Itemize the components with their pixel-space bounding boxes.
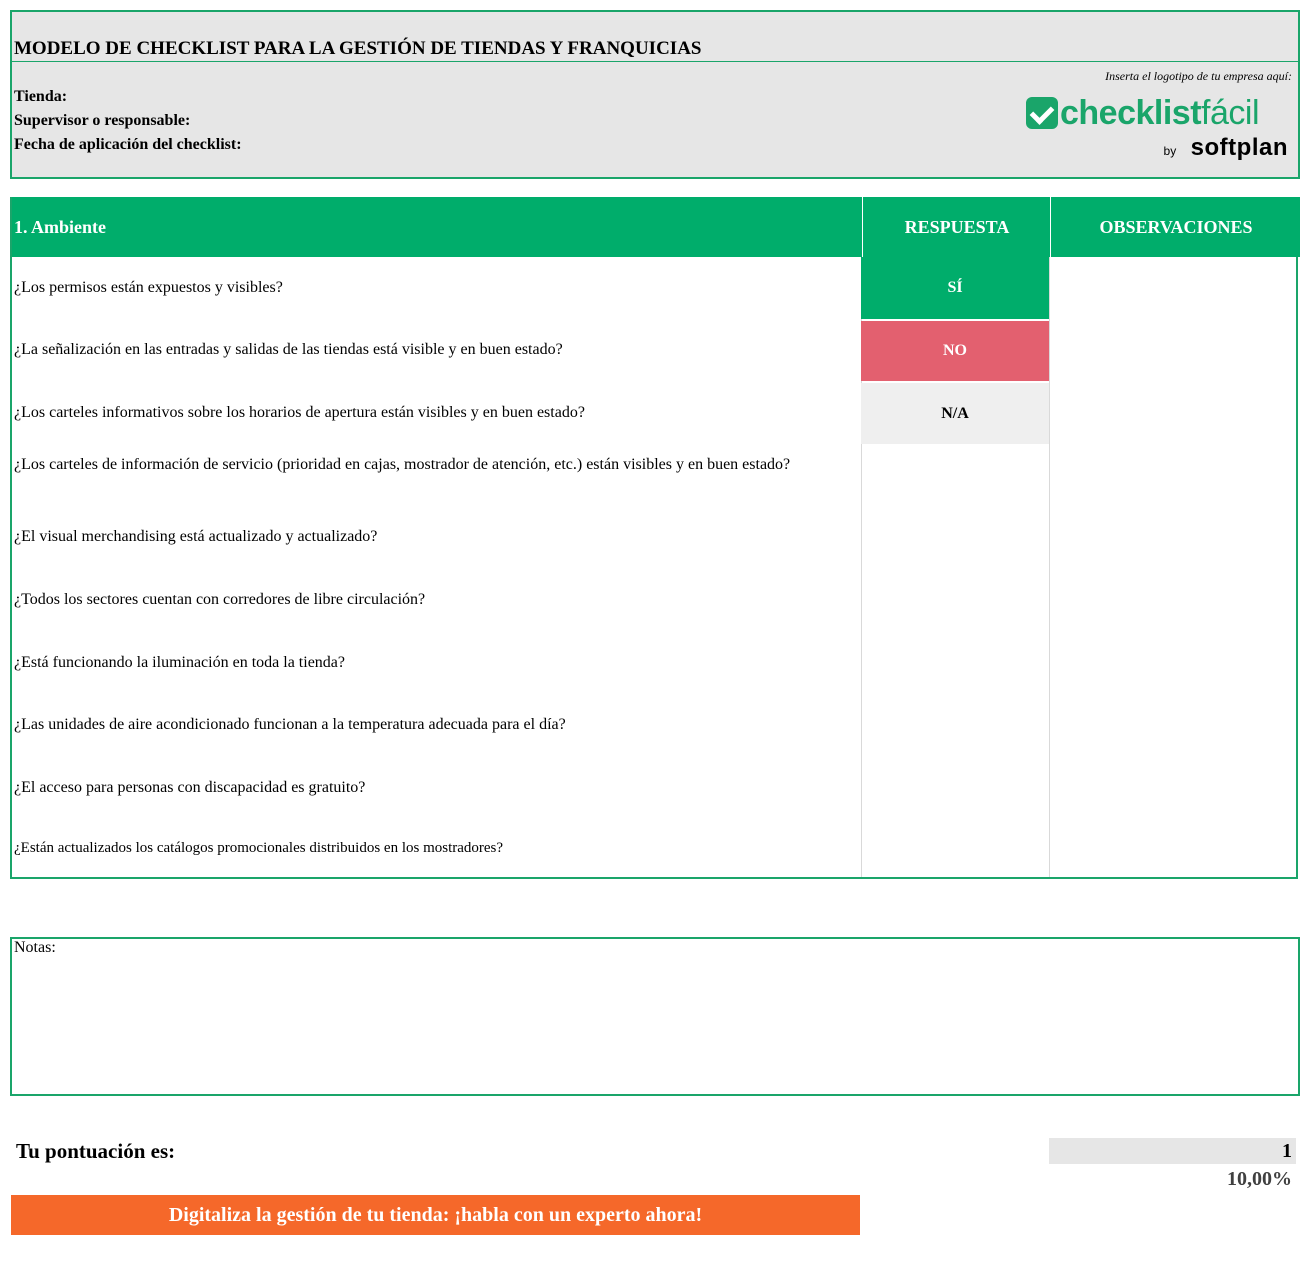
logo-by: by <box>1163 144 1177 158</box>
checklist-header <box>10 10 1300 179</box>
table-row <box>12 381 1298 444</box>
checkmark-icon <box>1026 97 1058 129</box>
question-text: ¿Están actualizados los catálogos promocionales distribuidos en los mostradores? <box>14 840 504 856</box>
answer-cell[interactable]: SÍ <box>861 257 1049 319</box>
table-row <box>12 631 1298 693</box>
score-percent: 10,00% <box>1227 1168 1292 1190</box>
table-row <box>12 319 1298 381</box>
answer-cell[interactable] <box>861 756 1049 818</box>
answer-cell[interactable] <box>861 506 1049 568</box>
notes-box[interactable] <box>10 937 1300 1096</box>
question-text: ¿La señalización en las entradas y salidas de las tiendas está visible y en buen estado? <box>14 341 563 358</box>
question-text: ¿El acceso para personas con discapacidad es gratuito? <box>14 779 366 796</box>
response-column-header: RESPUESTA <box>862 197 1051 257</box>
score-label: Tu pontuación es: <box>16 1139 176 1163</box>
company-logo <box>1026 94 1288 161</box>
answer-cell[interactable] <box>861 818 1049 877</box>
notes-label: Notas: <box>14 939 56 956</box>
logo-word-bold: checklist <box>1060 94 1202 132</box>
logo-word-light: fácil <box>1201 94 1259 132</box>
score-value: 1 <box>1049 1138 1296 1164</box>
table-row <box>12 257 1298 319</box>
table-row <box>12 568 1298 631</box>
talk-to-expert-button[interactable]: Digitaliza la gestión de tu tienda: ¡habla con un experto ahora! <box>11 1195 860 1235</box>
answer-cell[interactable] <box>861 444 1049 506</box>
question-text: ¿Los permisos están expuestos y visibles? <box>14 279 283 296</box>
checklist-section <box>10 197 1298 879</box>
table-row <box>12 506 1298 568</box>
section-title: 1. Ambiente <box>14 217 106 237</box>
answer-cell[interactable] <box>861 693 1049 756</box>
answer-cell[interactable] <box>861 631 1049 693</box>
page-title: MODELO DE CHECKLIST PARA LA GESTIÓN DE TIENDAS Y FRANQUICIAS <box>14 38 702 59</box>
answer-cell[interactable]: N/A <box>861 383 1049 444</box>
question-text: ¿Está funcionando la iluminación en toda la tienda? <box>14 654 345 671</box>
table-row <box>12 444 1298 506</box>
logo-brand: softplan <box>1190 134 1288 161</box>
header-divider <box>12 61 1298 62</box>
answer-cell[interactable] <box>861 568 1049 631</box>
question-text: ¿Todos los sectores cuentan con corredores de libre circulación? <box>14 591 426 608</box>
question-text: ¿Los carteles informativos sobre los horarios de apertura están visibles y en buen estado? <box>14 404 585 421</box>
question-text: ¿El visual merchandising está actualizado y actualizado? <box>14 528 378 545</box>
answer-cell[interactable]: NO <box>861 321 1049 381</box>
date-field-label[interactable]: Fecha de aplicación del checklist: <box>14 136 242 153</box>
observations-column-header: OBSERVACIONES <box>1050 197 1301 257</box>
table-row <box>12 693 1298 756</box>
section-header <box>12 197 1300 257</box>
logo-hint: Inserta el logotipo de tu empresa aquí: <box>1105 69 1292 83</box>
table-row <box>12 818 1298 877</box>
store-field-label[interactable]: Tienda: <box>14 88 68 105</box>
supervisor-field-label[interactable]: Supervisor o responsable: <box>14 112 191 129</box>
question-text: ¿Las unidades de aire acondicionado funcionan a la temperatura adecuada para el día? <box>14 716 566 733</box>
table-row <box>12 756 1298 818</box>
question-text: ¿Los carteles de información de servicio (prioridad en cajas, mostrador de atención, etc.) están visibles y en buen estado? <box>14 456 791 473</box>
